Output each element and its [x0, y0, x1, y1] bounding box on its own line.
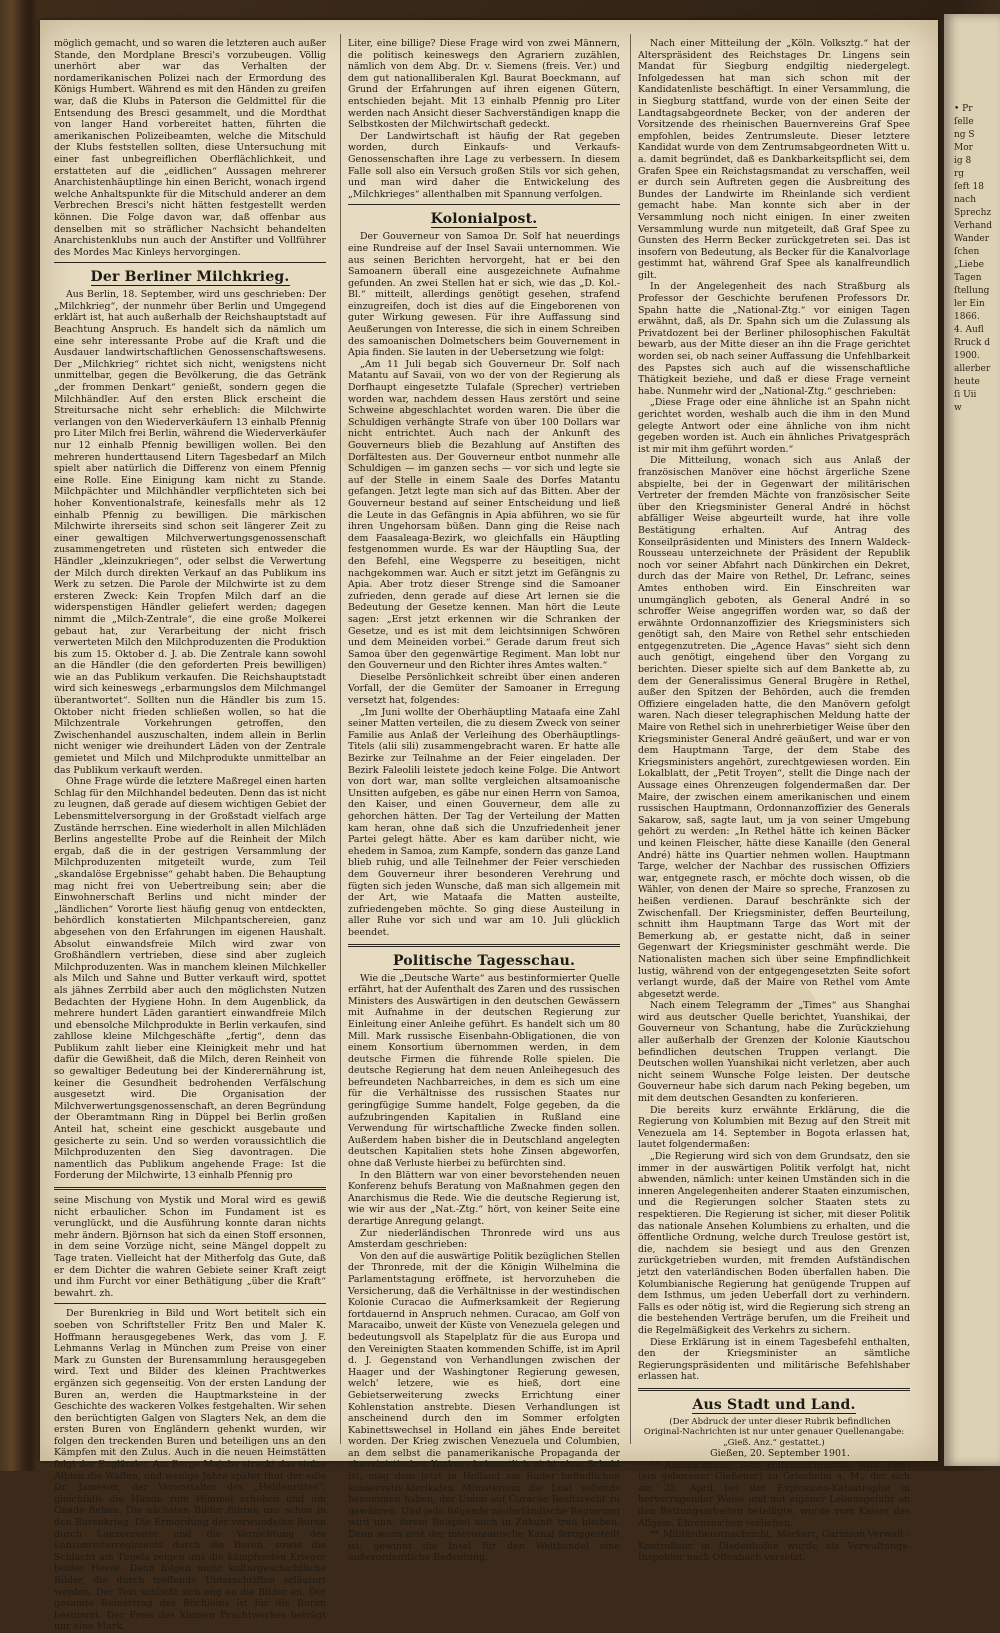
paragraph: möglich gemacht, und so waren die letzteren auch außer Stande, den Mordplane Bresci's vorzubeugen. Völlig unerhört aber war das Verhalten der nordamerikanischen Polizei nach der Ermordung des Königs Humbert. Während es mit den Händen zu greifen war, daß die Klubs in Paterson die Geldmittel für die Entsendung des Bresci gesammelt, und die Mordthat von langer Hand vorbereitet hatten, führten die amerikanischen Polizeibeamten, welche die Mitschuld der Klubs feststellen sollten, diese Untersuchung mit einer fast unbegreiflichen Oberflächlichkeit, und erstatteten auf die „eidlichen“ Aussagen mehrerer Anarchistenhäuptlinge hin einen Bericht, wonach irgend welche Anhaltspunkte für die Mitschuld anderer an dem Verbrechen Bresci's nicht hätten festgestellt werden können. Die Folge davon war, daß offenbar aus denselben mit so sträflicher Nachsicht behandelten Anarchistenklubs nun auch der Anstifter und Vollführer des Mordes Mac Kinleys hervorgingen. — [54, 38, 326, 258]
edge-fragment: Sprechz — [954, 208, 992, 218]
paragraph: „Diese Frage oder eine ähnliche ist an Spahn nicht gerichtet worden, weshalb auch die ihm in den Mund gelegte Antwort oder eine ähnliche von ihm nicht gegeben worden ist. Auch ein ähnliches Privatgespräch ist mir mit ihm geführt worden.“ — [638, 397, 910, 455]
edge-fragment: Verhand — [954, 221, 993, 231]
paragraph: ** Auszeichnung. Dem Hilfsmaschinisten Wilh. Petri (ein geborener Gießener) zu Griesheim a. M., der sich am 25. April bei der Explosions-Katastrophe in hervorragender Weise und mit eigener Lebensgefahr an den Rettungsarbeiten beteiligte, wurde vom Kaiser das Allgem. Ehrenzeichen verliehen. — [638, 1459, 910, 1529]
edge-fragment: nach — [954, 195, 976, 205]
column-3 — [638, 38, 910, 1564]
paragraph: Der Landwirtschaft ist häufig der Rat gegeben worden, durch Einkaufs- und Verkaufs-Genossenschaften ihre Lage zu verbessern. In diesem Falle soll also ein Versuch großen Stils vor sich gehen, und man wird daher die Entwickelung des „Milchkrieges“ allenthalben mit Spannung verfolgen. — [348, 130, 620, 200]
paragraph: Wie die „Deutsche Warte“ aus bestinformierter Quelle erfährt, hat der Aufenthalt des Zaren und des russischen Ministers des Auswärtigen in den deutschen Gewässern mit Aufnahme in der deutschen Regierung zur Einleitung einer Anleihe geführt. Es handelt sich um 80 Mill. Mark russische Eisenbahn-Obligationen, die von einem Konsortium übernommen werden, in dem deutsche Firmen die führende Rolle spielen. Die deutsche Regierung hat dem neuen Anleihegesuch des befreundeten Nachbarreiches, in dem es sich um eine für die Verhältnisse des russischen Staates nur geringfügige Summe handelt, Folge gegeben, da die aufzubringenden Kapitalien in Rußland eine Verwendung für wirtschaftliche Zwecke finden sollen. Außerdem haben bisher die in Deutschland angelegten deutschen Kapitalien stets hohe Zinsen abgeworfen, ohne daß Verluste hierbei zu befürchten sind. — [348, 972, 620, 1170]
edge-fragment: ler Ein — [954, 299, 985, 309]
edge-fragment: ſchen — [954, 247, 980, 257]
paragraph: Die bereits kurz erwähnte Erklärung, die die Regierung von Kolumbien mit Bezug auf den Streit mit Venezuela am 14. September in Bogota erlassen hat, lautet folgendermaßen: — [638, 1104, 910, 1151]
section-divider — [638, 1388, 910, 1391]
paragraph: Diese Erklärung ist in einem Tagesbefehl enthalten, den der Kriegsminister an sämtliche Regierungspräsidenten und militärische Befehlshaber erlassen hat. — [638, 1336, 910, 1383]
paragraph: Zur niederländischen Thronrede wird uns aus Amsterdam geschrieben: — [348, 1227, 620, 1251]
edge-fragment: 4. Aufl — [954, 325, 984, 335]
headline-milchkrieg: Der Berliner Milchkrieg. — [90, 269, 290, 286]
edge-fragment: ng S — [954, 130, 975, 140]
column-rule — [340, 34, 341, 1444]
dateline: Gießen, 20. September 1901. — [710, 1448, 850, 1460]
paragraph: ** Militärdienstnachricht. Markert, Garnison-Verwalt.-Kontrolleur in Diedenhofen wurde als Verwaltungs-Inspektor nach Offenbach versetzt. — [638, 1529, 910, 1564]
paragraph: In den Blättern war von einer bevorstehenden neuen Konferenz behufs Beratung von Maßnahmen gegen den Anarchismus die Rede. Wie die deutsche Regierung ist, wie wir aus der „Nat.-Ztg.“ hört, von keiner Seite eine derartige Anregung gelangt. — [348, 1169, 620, 1227]
divider — [54, 1303, 326, 1304]
paragraph: Ohne Frage würde die letztere Maßregel einen harten Schlag für den Milchhandel bedeuten. Denn das ist nicht zu leugnen, daß gerade auf diesem wichtigen Gebiet der Lebensmittelversorgung in der Großstadt vielfach arge Zustände herrschen. Eine wiederholt in allen Milchläden Berlins angestellte Probe auf die Reinheit der Milch ergab, daß die in der gestrigen Versammlung der Milchproduzenten mitgeteilt wurde, zum Teil „skandalöse Ergebnisse“ gehabt haben. Die Behauptung mag nicht frei von Uebertreibung sein; aber die Einwohnerschaft Berlins und nicht minder der „ländlichen“ Vororte liest häufig genug von entdeckten, behördlich konstatierten Milchpantschereien, ganz abgesehen von den Erfahrungen im eigenen Haushalt. Absolut einwandsfreie Milch wird zwar von Großhändlern vertrieben, diese sind aber zugleich Milchproduzenten. Was in manchem kleinen Milchkeller als Milch und Sahne und Butter verkauft wird, spottet als jähnes Zerrbild aber auch den möglichsten Nutzen Bedachten der Hygiene Hohn. In dem Augenblick, da mehrere hundert Läden garantiert einwandfreie Milch und ebensolche Milchprodukte in Berlin verkaufen, sind zahllose kleine Milchgeschäfte „fertig“, denn das Publikum zahlt lieber eine Kleinigkeit mehr und hat dafür die Gewißheit, daß die Milch, deren Reinheit von so gewaltiger Bedeutung bei der Kinderernährung ist, keiner die Gesundheit bedrohenden Verfälschung ausgesetzt wird. Die Organisation der Milchverwertungsgenossenschaft, an deren Begründung der Oberamtmann Ring in Düppel bei Berlin großen Anteil hat, scheint eine geschickt ausgebaute und gesicherte zu sein. Und so werden voraussichtlich die Milchproduzenten den Sieg davontragen. Die namentlich das Publikum angehende Frage: Ist die Forderung der Milchwirte, 13 einhalb Pfennig pro — [54, 776, 326, 1182]
edge-fragment: Rruck d — [954, 338, 990, 348]
edge-fragment: • Pr — [954, 104, 973, 114]
column-2 — [348, 38, 620, 1564]
edge-fragment: Wander — [954, 234, 990, 244]
edge-fragment: 1900. — [954, 351, 980, 361]
adjacent-page-edge — [944, 14, 1000, 1466]
edge-fragment: Mor — [954, 143, 973, 153]
headline-stadt-und-land: Aus Stadt und Land. — [692, 1396, 856, 1413]
paragraph: „Im Juni wollte der Oberhäuptling Mataafa eine Zahl seiner Matten verteilen, die zu diesem Zweck von seiner Familie aus Anlaß der Verleihung des Oberhäuptlings-Titels (alii sili) zusammengebracht waren. Er hatte alle Bezirke zur Teilnahme an der Feier eingeladen. Der Bezirk Faleolili leistete jedoch keine Folge. Die Antwort von dort war, man sollte vergleichen altsamoanische Unsitten aufgeben, es gäbe nur einen Herrn von Samoa, den Kaiser, und einen Gouverneur, dem alle zu gehorchen hätten. Der Tag der Verteilung der Matten kam heran, ohne daß sich die Unzufriedenheit jener Partei gelegt hätte. Aber es kam darüber nicht, wie ehedem in Samoa, zum Kampfe, sondern das ganze Land blieb ruhig, und alle Teilnehmer der Feier verschieden dem Gouverneur ihrer besonderen Verehrung und fügten sich jeden Wunsche, daß man sich allgemein mit der Art, wie Mataafa die Matten austeilte, zufriedengeben möchte. So ging diese Austeilung in aller Ruhe vor sich und war am 10. Juli glücklich beendet. — [348, 706, 620, 938]
paragraph: Dieselbe Persönlichkeit schreibt über einen anderen Vorfall, der die Gemüter der Samoaner in Erregung versetzt hat, folgendes: — [348, 671, 620, 707]
paragraph: Der Gouverneur von Samoa Dr. Solf hat neuerdings eine Rundreise auf der Insel Savaii unternommen. Wie aus seinen Berichten hervorgeht, hat er bei den Samoanern überall eine ausgezeichnete Aufnahme gefunden. An zwei Stellen hat er sich, wie das „D. Kol.-Bl.“ mitteilt, allerdings genötigt gesehen, strafend einzugreifen, doch ist dies auf die Eingeborenen von guter Wirkung gewesen. Für ihre Auffassung sind Aeußerungen von Interesse, die sich in einem Schreiben des samoanischen Dolmetschers beim Gouvernement in Apia finden. Sie lauten in der Uebersetzung wie folgt: — [348, 231, 620, 359]
edge-fragment: ſi Uii — [954, 390, 977, 400]
edge-fragment: „Liebe — [954, 260, 984, 270]
paragraph: Die Mitteilung, wonach sich aus Anlaß der französischen Manöver eine höchst ärgerliche Szene abspielte, bei der in Gegenwart der militärischen Vertreter der fremden Mächte von französischer Seite über den Kriegsminister General André in höchst abfälliger Weise abgeurteilt wurde, hat ihre volle Bestätigung erhalten. Auf Antrag des Konseilpräsidenten und Ministers des Innern Waldeck-Rousseau unterzeichnete der Präsident der Republik noch vor seiner Abfahrt nach Dünkirchen ein Dekret, durch das der Maire von Rethel, Dr. Lefranc, seines Amtes enthoben wird. Ein Einschreiten war unumgänglich geboten, als General André in so schroffer Weise angegriffen worden war, so daß der erwähnte Ordonnanzoffizier des Kriegsministers sich genötigt sah, den Maire von Rethel sehr entschieden entgegenzutreten. Die „Agence Havas“ sieht sich denn auch genötigt, eingehend über den Vorgang zu berichten. Dieser spielte sich auf dem Bankette ab, zu dem der Generalissimus General Brugère in Rethel, außer den Spitzen der Behörden, auch die fremden Offiziere eingeladen hatte, die den Manövern gefolgt waren. Nach dieser telegraphischen Meldung hatte der Maire von Rethel sich in unehrerbietiger Weise über den Kriegsminister General André geäußert, und war er von dem Hauptmann Targe, der dem Stabe des Kriegsministers angehört, zurechtgewiesen worden. Ein Lokalblatt, der „Petit Troyen“, stellt die Dinge nach der Aussage eines Ohrenzeugen folgendermaßen dar. Der Maire, der zwischen einem amerikanischen und einem russischen Hauptmann, Ordonnanzoffizier des Generals Sakarow, saß, sagte laut, um ja von seiner Umgebung gehört zu werden: „In Rethel hätte ich keinen Bäcker und keinen Fleischer, hätte diese Kanaille (den General André) hätte ins Quartier nehmen wollen. Hauptmann Targe, welcher der Nachbar des russischen Offiziers war, entgegnete rasch, er möchte doch wissen, ob die Wähler, von denen der Maire so spreche, Franzosen zu heißen verdienen. Darauf beschränkte sich der Zwischenfall. Der Kriegsminister, deffen Beurteilung, schnitt ihm Hauptmann Targe das Wort mit der Bemerkung ab, er gestatte nicht, daß in seiner Gegenwart der Kriegsminister geschmäht werde. Die Nationalisten machen sich über seine Empfindlichkeit lustig, während von der entgegengesetzten Seite sofort verlangt wurde, daß der Maire von Rethel vom Amte abgesetzt werde. — [638, 455, 910, 1000]
column-rule — [630, 34, 631, 1444]
paragraph: Von den auf die auswärtige Politik bezüglichen Stellen der Thronrede, mit der die Königin Wilhelmina die Parlamentstagung eröffnete, ist hervorzuheben die Versicherung, daß die Verhältnisse in der westindischen Kolonie Curacao die Aufmerksamkeit der Regierung fortdauernd in Anspruch nehmen. Curacao, am Golf von Maracaibo, unweit der Küste von Venezuela gelegen und bedeutungsvoll als Stapelplatz für die aus Europa und den Vereinigten Staaten kommenden Schiffe, ist im April d. J. Gegenstand von Verhandlungen zwischen der Haager und der Washingtoner Regierung gewesen, welch' letzere, wie es hieß, dort eine Gebietserweiterung zwecks Errichtung einer Kohlenstation anstrebte. Diesen Verhandlungen ist anscheinend durch den im Sommer erfolgten Kabinettswechsel in Holland ein jähes Ende bereitet worden. Der Krieg zwischen Venezuela und Columbien, an dem selbst die panamerikanische Propaganda der chauvinistischen Yankees bekanntlich nicht ohne Schuld ist, mag dem jetzt in Holland am Ruder befindlichen konservativ-klerikalen Ministerium die Lust vollends benommen haben, der Union auf Curacao Besitzrecht zu gewähren. Und jede folgende niederländische Regierung wird nun, ihrem Beispiel auch in Zukunft treu bleiben. Denn wenn erst der interozeanische Kanal fertiggestellt ist, gewinnt die Insel für den Welthandel eine außerordentliche Bedeutung. — [348, 1250, 620, 1564]
newspaper-page — [40, 20, 938, 1633]
paragraph: Nach einer Mitteilung der „Köln. Volksztg.“ hat der Alterspräsident des Reichstages Dr. Lingens sein Mandat für Siegburg endgiltig niedergelegt. Infolgedessen hat man sich schon mit der Kandidatenliste beschäftigt. In einer Versammlung, die in Siegburg stattfand, wurde von der einen Seite der Landtagsabgeordnete Becker, von der anderen der Vorsitzende des rheinischen Bauernvereins Graf Spee empfohlen, beides Zentrumsleute. Dieser letztere Kandidat wurde von dem Zentrumsabgeordneten Witt u. a. damit begründet, daß es Dankbarkeitspflicht sei, dem Grafen Spee ein Reichstagsmandat zu verschaffen, weil er durch sein Auftreten gegen die Ausbreitung des Bundes der Landwirte im Rheinlande sich verdient gemacht habe. Man konnte sich aber in der Versammlung noch nicht einigen. In einer zweiten Versammlung wurde nun mitgeteilt, daß Graf Spee zu Gunsten des Herrn Becker zurückgetreten sei. Das ist insofern von Bedeutung, als Becker für die Kanalvorlage gestimmt hat, während Graf Spee als kanalfreundlich gilt. — [638, 38, 910, 281]
divider — [348, 204, 620, 205]
paragraph: „Am 11 Juli begab sich Gouverneur Dr. Solf nach Matantu auf Savaii, von wo der von der Regierung als Dorfhaupt eingesetzte Tulafale (Sprecher) vertrieben worden war, nachdem dessen Haus zerstört und seine Schweine abgeschlachtet worden waren. Die über die Schuldigen verhängte Strafe von über 100 Dollars war nicht entrichtet. Auch nach der Ankunft des Gouverneurs blieb die Bezahlung auf Anstiften des Dorfältesten aus. Der Gouverneur entbot nunmehr alle Schuldigen — im ganzen sechs — vor sich und legte sie auf der Stelle in einem Saale des Dorfes Matantu gefangen. Jetzt legte man sich auf das Bitten. Aber der Gouverneur bestand auf seiner Entscheidung und ließ die Leute in das Gefängnis in Apia abführen, wo sie für ihren Ungehorsam büßen. Dann ging die Reise nach dem Faasaleaga-Bezirk, wo gleichfalls ein Häuptling festgenommen wurde. Es war der Häuptling Sua, der den Befehl, eine Wegsperre zu beseitigen, nicht nachgekommen war. Auch er sitzt jetzt im Gefängnis zu Apia. Aber trotz dieser Strenge sind die Samoaner zufrieden, denn gerade auf diese Art lernen sie die Bedeutung der Gesetze kennen. Man hört die Leute sagen: „Erst jetzt erkennen wir die Schranken der Gesetze, und es ist mit dem leichtsinnigen Schwören und dem Meineiden vorbei.“ Gerade darum freut sich Samoa über den gegenwärtige Regiment. Man lobt nur den Gouverneur und den Richter ihres Amtes walten.“ — [348, 358, 620, 672]
edge-fragment: Tagen — [954, 273, 982, 283]
edge-fragment: w — [954, 403, 962, 413]
section-divider — [348, 944, 620, 947]
edge-fragment: ig 8 — [954, 156, 972, 166]
headline-tagesschau: Politische Tagesschau. — [392, 952, 576, 969]
edge-fragment: allerber — [954, 364, 991, 374]
edge-fragment: rg — [954, 169, 965, 179]
reprint-notice: (Der Abdruck der unter dieser Rubrik befindlichen Original-Nachrichten ist nur unter genauer Quellenangabe: „Gieß. Anz.“ gestattet.) — [643, 1416, 905, 1448]
edge-fragment: ſtellung — [954, 286, 990, 296]
paragraph: seine Mischung von Mystik und Moral wird es gewiß nicht erbaulicher. Schon im Fundament ist es verunglückt, und die Ausführung konnte daran nichts mehr ändern. Björnson hat sich da einen Stoff ersonnen, in dem seine Vorzüge nicht, seine Mängel doppelt zu Tage traten. Vielleicht hat der Mitherfolg das Gute, daß er dem Dichter die wahren Gebiete seiner Kraft zeigt und ihm Furcht vor einer Bethätigung „über die Kraft“ bewahrt. zh. — [54, 1195, 326, 1299]
paragraph: „Die Regierung wird sich von dem Grundsatz, den sie immer in der auswärtigen Politik verfolgt hat, nicht abwenden, nämlich: unter keinen Umständen sich in die inneren Angelegenheiten anderer Staaten einzumischen, und die Regierungen solcher Staaten stets zu respektieren. Die Regierung ist sicher, mit dieser Politik das nationale Ansehen Kolumbiens zu erhalten, und die öffentliche Ordnung, welche durch Treulose gestört ist, die, nachdem sie besiegt und aus den Grenzen zurückgetrieben wurden, mit fremden Aufständischen jetzt den vaterländischen Boden überfallen haben. Die Kolumbianische Regierung hat genügende Truppen auf dem Isthmus, um jeden Ueberfall dort zu verhindern. Falls es oder nötig ist, wird die Regierung sich streng an die bestehenden Verträge berufen, um die Freiheit und die Regelmäßigkeit des Verkehrs zu sichern. — [638, 1151, 910, 1336]
paragraph: In der Angelegenheit des nach Straßburg als Professor der Geschichte berufenen Professors Dr. Spahn hatte die „National-Ztg.“ vor einigen Tagen erwähnt, daß, als Dr. Spahn sich um die Zulassung als Privatdozent bei der Berliner philosophischen Fakultät bewarb, aus der Mitte dieser an ihn die Frage gerichtet worden sei, ob nach seiner Auffassung die Unfehlbarkeit des Papstes sich auch auf die wissenschaftliche Thätigkeit beziehe, und daß er diese Frage verneint habe. Nunmehr wird der „National-Ztg.“ geschrieben: — [638, 281, 910, 397]
edge-fragment: ſeft 18 — [954, 182, 984, 192]
divider — [54, 262, 326, 263]
edge-fragment: ſelle — [954, 117, 974, 127]
paragraph: Aus Berlin, 18. September, wird uns geschrieben: Der „Milchkrieg“, der nunmehr über Berlin und Umgegend erklärt ist, hat auch außerhalb der Reichshauptstadt auf Beachtung Anspruch. Es handelt sich da nämlich um eine sehr interessante Probe auf die Kraft und die Ausdauer landwirtschaftlichen Genossenschaftswesens. Der „Milchkrieg“ richtet sich nicht, wenigstens nicht unmittelbar, gegen die Bevölkerung, die das Getränk „der frommen Denkart“ genießt, sondern gegen die Milchhändler. Auf den ersten Blick erscheint die Streitursache nicht sehr erheblich: die Milchwirte verlangen von den Wiederverkäufern 13 einhalb Pfennig pro Liter Milch frei Berlin, während die Wiederverkäufer nur 12 einhalb Pfennig bewilligen wollen. Bei den mehreren hunderttausend Litern Tagesbedarf an Milch spielt aber natürlich die Differenz von einem Pfennig eine Rolle. Eine Einigung kam nicht zu Stande. Milchpächter und Milchhändler verpflichteten sich bei hoher Konventionalstrafe, keinesfalls mehr als 12 einhalb Pfennig zu bewilligen. Die märkischen Milchwirte ihrerseits sind schon seit längerer Zeit zu einer gewaltigen Milchverwertungsgenossenschaft zusammengetreten und rüsteten sich entweder die Händler „kleinzukriegen“, oder selbst die Verwertung der Milch durch direkten Verkauf an das Publikum ins Werk zu setzen. Die Parole der Milchwirte ist zu dem ersteren Zweck: Kein Tropfen Milch darf an die widerspenstigen Händler geliefert werden; dagegen nimmt die „Milch-Zentrale“, die eine große Molkerei gebaut hat, zur Verarbeitung der nicht frisch verwerteten Milch den Milchproduzenten die Produktion bis zum 15. Oktober d. J. ab. Die Zentrale kann sowohl an die Händler (die den geforderten Preis bewilligen) wie an das Publikum verkaufen. Die Reichshauptstadt wird sich keineswegs „erbarmungslos dem Milchmangel überantwortet“. Sollten nun die Händler bis zum 15. Oktober nicht frieden schließen wollen, so hat die Milchzentrale Vorkehrungen getroffen, den Zwischenhandel auszuschalten, indem allein in Berlin nicht weniger wie dreihundert Läden von der Zentrale gemietet und Milch und Milchprodukte unmittelbar an das Publikum verkauft werden. — [54, 289, 326, 776]
section-divider — [54, 1187, 326, 1190]
paragraph: Der Burenkrieg in Bild und Wort betitelt sich ein soeben von Schriftsteller Fritz Ben und Maler K. Hoffmann herausgegebenes Werk, das vom J. F. Lehmanns Verlag in München zum Preise von einer Mark zu Gunsten der Burensammlung herausgegeben wird. Text und Bilder des kleinen Prachtwerkes ergänzen sich gegenseitig. Von der ersten Landung der Buren an, werden die Hauptmarksteine in der Geschichte des wackeren Volkes festgehalten. Wir sehen den berüchtigten Galgen von Slagters Nek, an dem die ersten Buren von Engländern gehenkt wurden, wir folgen den treckenden Buren und beteiligen uns an den Kämpfen mit den Zulus. Auch in die neuen Heimstätten folgt der Engländer. Am Berge Majuba streckt das stolze Albion die Waffen, und wenige Jahre später thut der edle Dr. Jameson, der Veranstalter des „Heldenrittes“, gleichfalls die Hände zum Himmel erheben und um Gnade flehen. Die nächsten Bilder führen uns schon in den Burenkrieg. Die Ermordung der verwundeten Buren durch Lanzenreiter und die Vernichtung des Lanzenreiterregiments durch die Buren, sowie die Schlacht am Tugela zeigen uns die kämpfenden Krieger beider Heere. Dann folgen mehr kulturgeschichtliche Bilder, die durch treffende Unterschriften erläutert werden. Der Text schließt sich eng an die Bilder an. Der gesamte Reinertrag des Büchleins ist für die Buren bestimmt. Der Preis des kleinen Prachtwerkes beträgt nur eine Mark. — [54, 1308, 326, 1633]
edge-fragment: 1866. — [954, 312, 980, 322]
headline-kolonialpost: Kolonialpost. — [430, 211, 538, 228]
paragraph: Nach einem Telegramm der „Times“ aus Shanghai wird aus deutscher Quelle berichtet, Yuanshikai, der Gouverneur von Schantung, habe die Zurückziehung aller außerhalb der Grenzen der Kolonie Kiautschou befindlichen deutschen Truppen verlangt. Die Deutschen wollen Yuanshikai nicht verletzen, aber auch nicht seinem Wunsche Folge leisten. Der deutsche Gouverneur habe sich darum nach Peking begeben, um mit dem deutschen Gesandten zu konferieren. — [638, 1000, 910, 1105]
edge-fragment: heute — [954, 377, 980, 387]
paragraph: Liter, eine billige? Diese Frage wird von zwei Männern, die politisch keineswegs den Agrariern zuzählen, nämlich von dem Abg. Dr. v. Siemens (freis. Ver.) und dem gut nationalliberalen Kgl. Baurat Boeckmann, auf Grund der Erfahrungen auf ihren eigenen Gütern, entschieden bejaht. Mit 13 einhalb Pfennig pro Liter werden nach Ansicht dieser Sachverständigen knapp die Selbstkosten der Milchwirtschaft gedeckt. — [348, 38, 620, 131]
column-1 — [54, 38, 326, 1633]
